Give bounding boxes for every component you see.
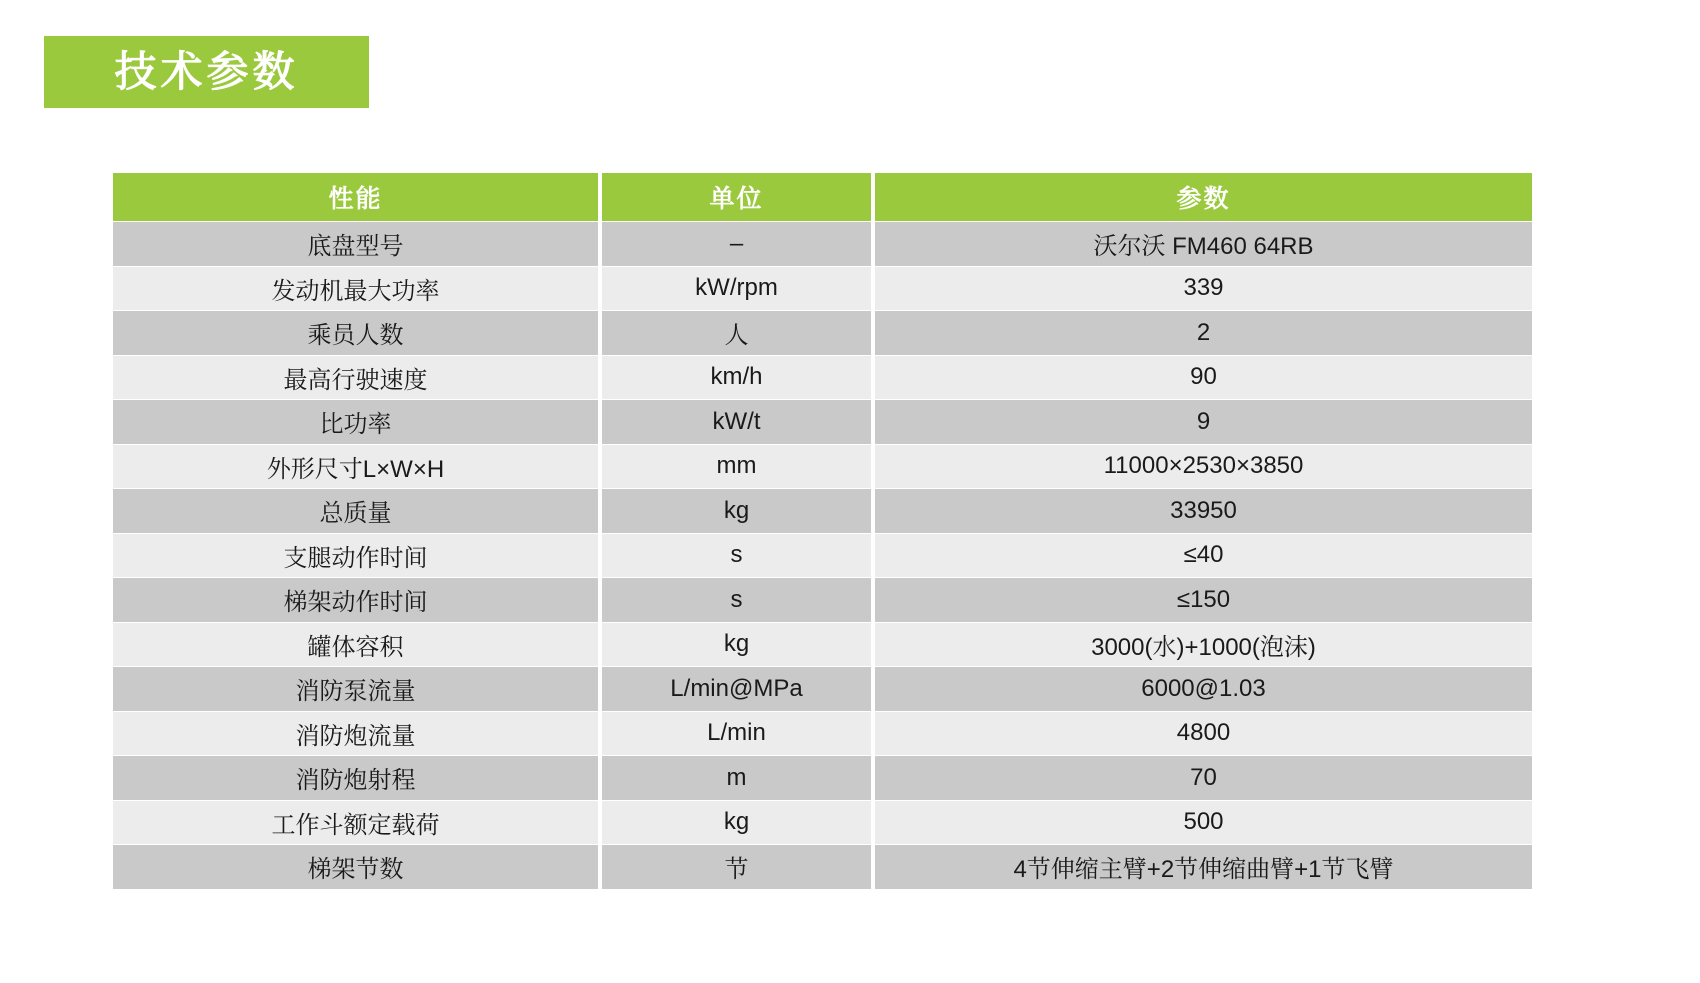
cell-unit: kg [600,489,873,534]
cell-performance: 梯架节数 [113,845,600,890]
cell-parameter: 4800 [873,711,1532,756]
cell-performance: 外形尺寸L×W×H [113,444,600,489]
table-row [113,800,1532,845]
cell-unit: kW/t [600,400,873,445]
cell-performance: 消防炮流量 [113,711,600,756]
specifications-table [113,173,1532,890]
cell-unit: 人 [600,311,873,356]
cell-parameter: 3000(水)+1000(泡沫) [873,622,1532,667]
cell-performance: 支腿动作时间 [113,533,600,578]
cell-performance: 最高行驶速度 [113,355,600,400]
table-row [113,355,1532,400]
cell-unit: s [600,533,873,578]
cell-unit: L/min@MPa [600,667,873,712]
cell-parameter: 90 [873,355,1532,400]
page-title: 技术参数 [114,48,299,95]
table-row [113,311,1532,356]
table-row [113,266,1532,311]
table-row [113,845,1532,890]
cell-parameter: 70 [873,756,1532,801]
table-row [113,622,1532,667]
cell-parameter: 6000@1.03 [873,667,1532,712]
cell-performance: 消防炮射程 [113,756,600,801]
page-title-banner [44,36,369,108]
cell-performance: 消防泵流量 [113,667,600,712]
table-row [113,489,1532,534]
cell-parameter: 4节伸缩主臂+2节伸缩曲臂+1节飞臂 [873,845,1532,890]
table-row [113,711,1532,756]
cell-parameter: 33950 [873,489,1532,534]
table-header-row [113,173,1532,222]
cell-performance: 梯架动作时间 [113,578,600,623]
table-row [113,222,1532,267]
cell-performance: 总质量 [113,489,600,534]
cell-parameter: ≤150 [873,578,1532,623]
cell-unit: kg [600,622,873,667]
cell-performance: 比功率 [113,400,600,445]
cell-unit: km/h [600,355,873,400]
cell-parameter: 500 [873,800,1532,845]
cell-unit: kW/rpm [600,266,873,311]
table-header [113,173,1532,222]
cell-performance: 底盘型号 [113,222,600,267]
table-row [113,756,1532,801]
column-header-parameter: 参数 [873,173,1532,222]
cell-performance: 罐体容积 [113,622,600,667]
column-header-performance: 性能 [113,173,600,222]
cell-performance: 乘员人数 [113,311,600,356]
table-row [113,578,1532,623]
column-header-unit: 单位 [600,173,873,222]
cell-performance: 发动机最大功率 [113,266,600,311]
cell-unit: L/min [600,711,873,756]
cell-unit: m [600,756,873,801]
cell-parameter: 339 [873,266,1532,311]
cell-unit: s [600,578,873,623]
specifications-table-container [113,173,1532,890]
cell-parameter: 沃尔沃 FM460 64RB [873,222,1532,267]
table-row [113,444,1532,489]
table-body [113,222,1532,890]
cell-parameter: 9 [873,400,1532,445]
cell-performance: 工作斗额定载荷 [113,800,600,845]
table-row [113,667,1532,712]
cell-parameter: ≤40 [873,533,1532,578]
table-row [113,400,1532,445]
table-row [113,533,1532,578]
cell-unit: – [600,222,873,267]
cell-unit: mm [600,444,873,489]
cell-parameter: 2 [873,311,1532,356]
cell-unit: 节 [600,845,873,890]
cell-unit: kg [600,800,873,845]
cell-parameter: 11000×2530×3850 [873,444,1532,489]
